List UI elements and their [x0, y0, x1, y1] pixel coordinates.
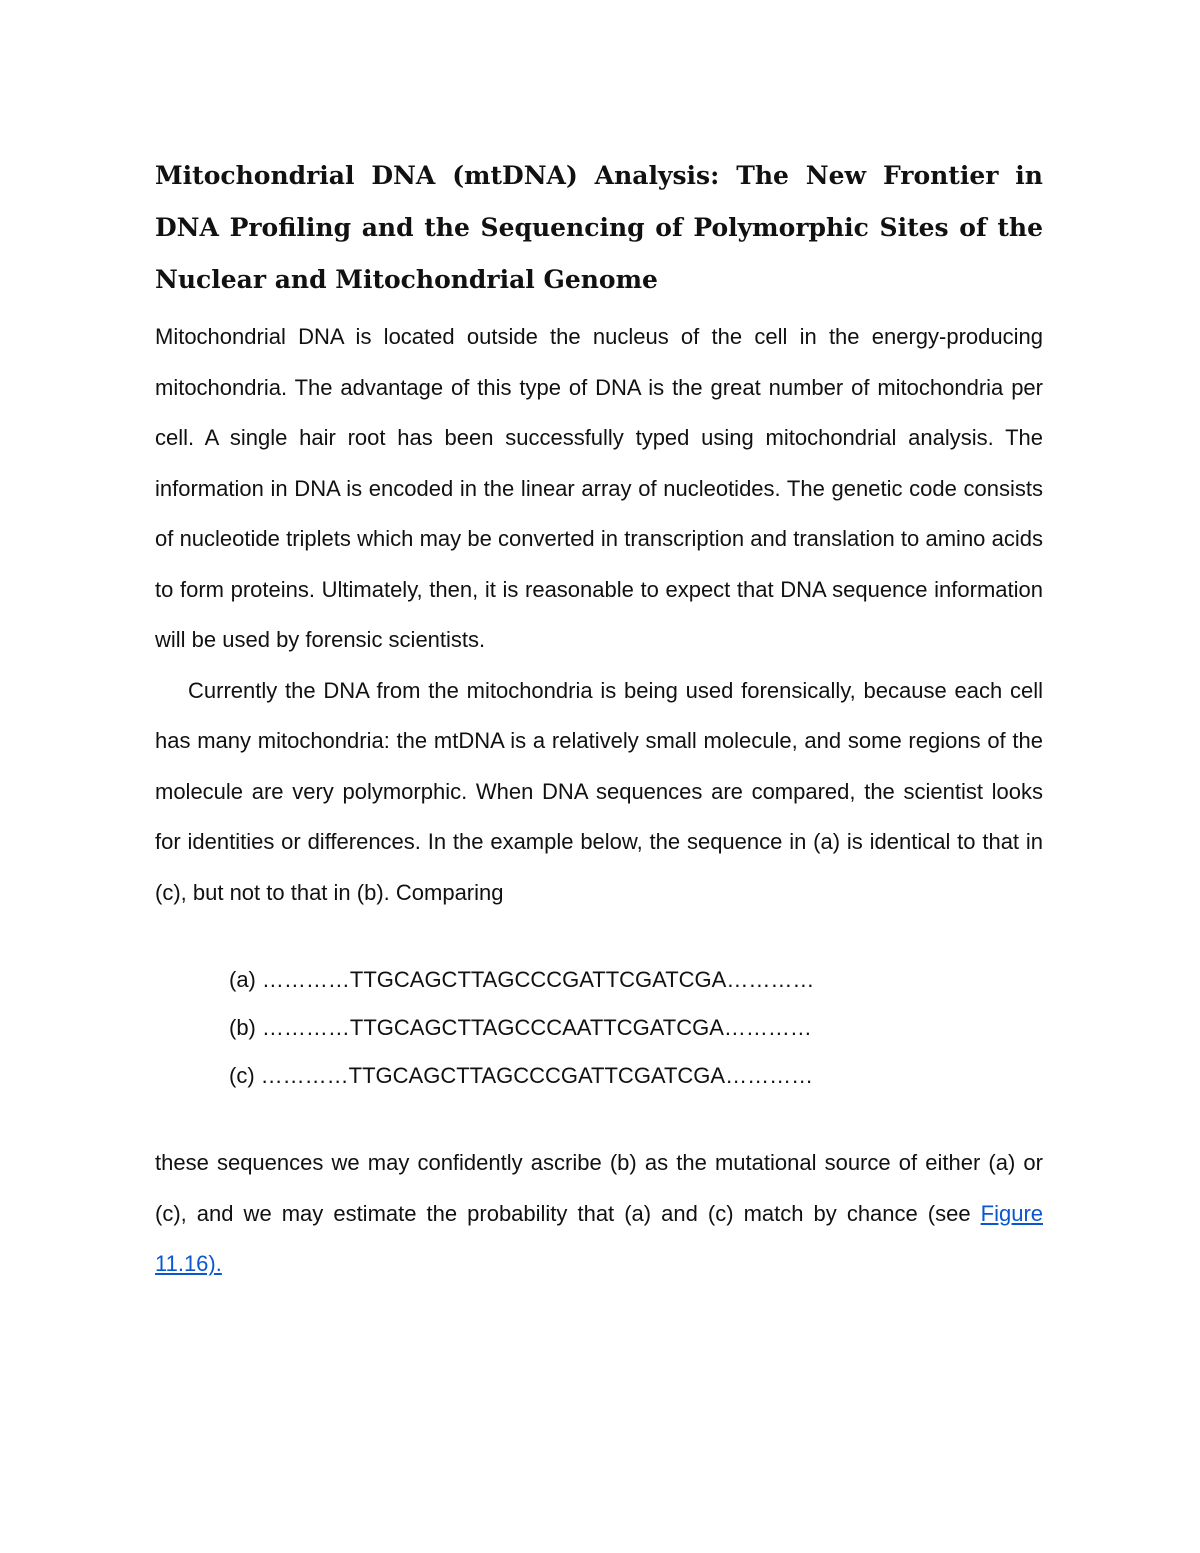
sequence-a [229, 956, 1043, 1004]
paragraph-2: Currently the DNA from the mitochondria is being used forensically, because each cell has many mitochondria: the mtDNA is a relatively small molecule, and some regions of the molecule are very polymorphic. When DNA sequences are compared, the scientist looks for identities or differences. In the example below, the sequence in (a) is identical to that in (c), but not to that in (b). Comparing [155, 677, 1043, 905]
sequence-text: …………TTGCAGCTTAGCCCGATTCGATCGA………… [260, 1063, 814, 1088]
sequence-label: (c) [229, 1063, 255, 1088]
paragraph-3-text: these sequences we may confidently ascribe (b) as the mutational source of either (a) or (c), and we may estimate the probability that (a) and (c) match by chance (see [155, 1150, 1043, 1226]
figure-link[interactable]: Figure 11.16). [155, 1200, 1043, 1276]
sequence-c [229, 1052, 1043, 1100]
sequence-b [229, 1004, 1043, 1052]
document-title: Mitochondrial DNA (mtDNA) Analysis: The New Frontier in DNA Profiling and the Sequencing of Polymorphic Sites of the Nuclear and Mitochondrial Genome [155, 161, 1043, 294]
paragraph-1: Mitochondrial DNA is located outside the nucleus of the cell in the energy-producing mitochondria. The advantage of this type of DNA is the great number of mitochondria per cell. A single hair root has been successfully typed using mitochondrial analysis. The information in DNA is encoded in the linear array of nucleotides. The genetic code consists of nucleotide triplets which may be converted in transcription and translation to amino acids to form proteins. Ultimately, then, it is reasonable to expect that DNA sequence information will be used by forensic scientists. [155, 324, 1043, 652]
sequence-label: (a) [229, 967, 256, 992]
sequence-comparison [229, 956, 1043, 1100]
sequence-text: …………TTGCAGCTTAGCCCAATTCGATCGA………… [261, 1015, 812, 1040]
sequence-label: (b) [229, 1015, 256, 1040]
paragraph-3 [155, 1138, 1043, 1290]
sequence-text: …………TTGCAGCTTAGCCCGATTCGATCGA………… [261, 967, 815, 992]
document-page [155, 150, 1043, 1290]
